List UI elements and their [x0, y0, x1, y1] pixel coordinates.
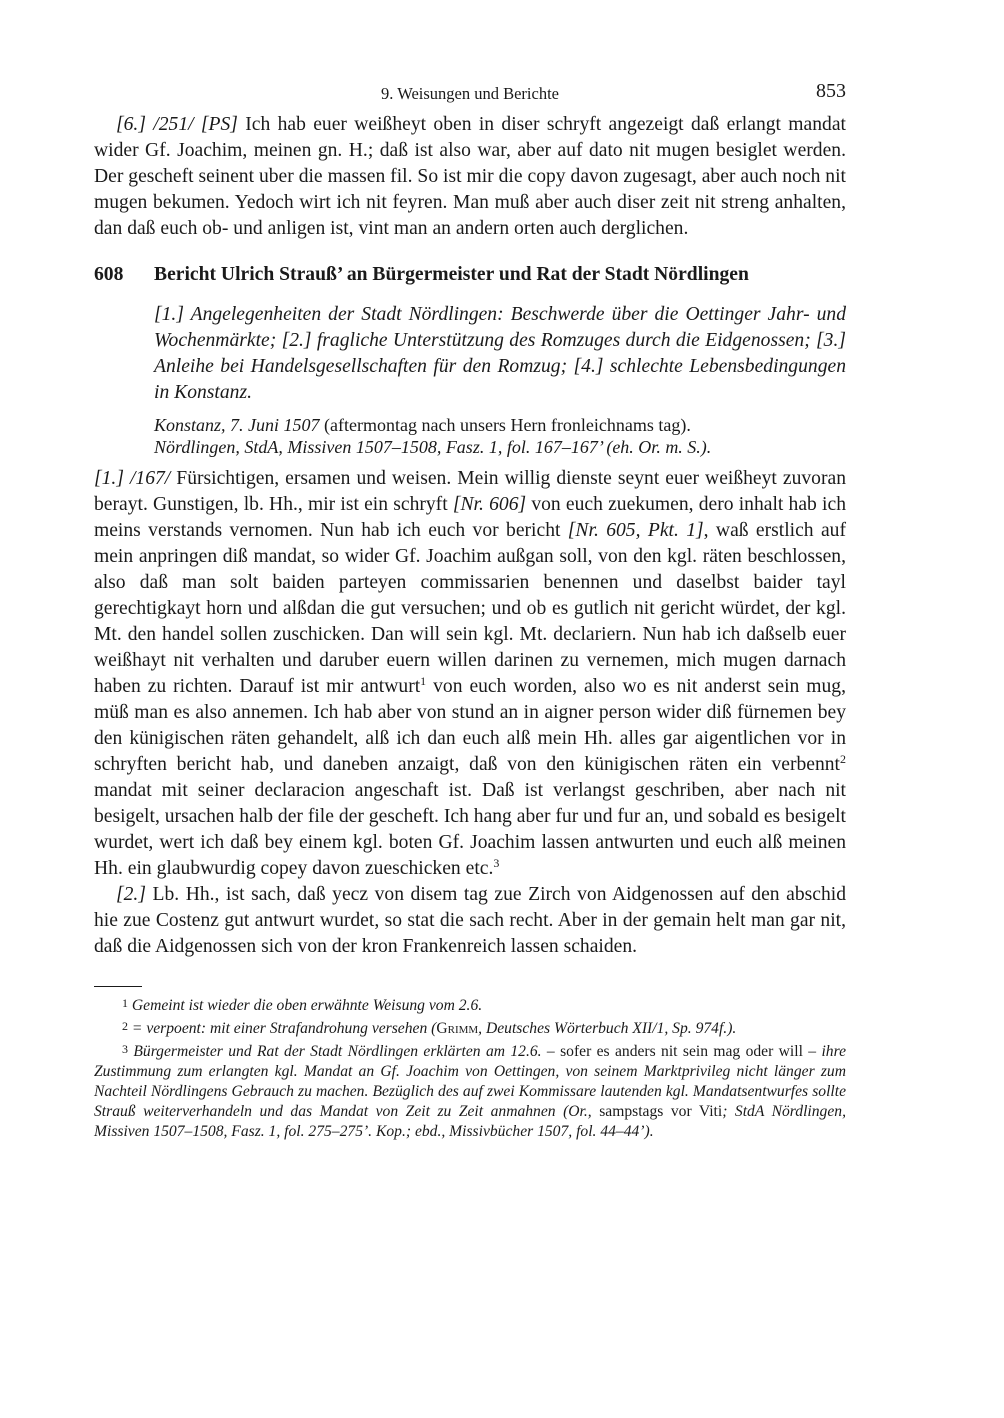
footnote-2 [94, 1016, 846, 1039]
paragraph-text: von euch zuekumen, dero inhalt hab ich meins verstands vernomen. Nun hab ich euch vor bericht [94, 494, 846, 541]
cross-reference: [Nr. 606] [452, 494, 527, 515]
footnote-ref[interactable]: 3 [493, 856, 500, 870]
footnote-3 [94, 1039, 846, 1142]
previous-document-postscript [94, 112, 846, 242]
page-number: 853 [816, 80, 846, 102]
running-head [94, 78, 846, 112]
footnote-number: 1 [122, 996, 128, 1010]
footnote-text: Gemeint ist wieder die oben erwähnte Weisung vom 2.6. [131, 997, 483, 1014]
running-title: 9. Weisungen und Berichte [381, 84, 559, 103]
archive-reference: Nördlingen, StdA, Missiven 1507–1508, Fasz. 1, fol. 167–167’ (eh. Or. m. S.). [154, 437, 712, 457]
footnote-text: = verpoent: mit einer Strafandrohung versehen ( [131, 1020, 437, 1037]
section-marker: [6.] /251/ [PS] [116, 114, 238, 135]
section-marker: [2.] [116, 884, 146, 905]
quoted-source-text: sampstags vor Viti [599, 1103, 723, 1120]
document-body [94, 466, 846, 960]
footnote-divider [94, 986, 142, 987]
footnote-ref[interactable]: 2 [840, 752, 846, 766]
footnote-ref[interactable]: 1 [420, 674, 427, 688]
body-paragraph-1 [94, 466, 846, 882]
cross-reference: [Nr. 605, Pkt. 1] [567, 520, 704, 541]
footnote-text: – ihre Zustimmung zum erlangten kgl. Mandat an Gf. Joachim von Oettingen, von seinem Marktprivileg nicht länger zum Nachteil Nördlingens Gebrauch zu machen. Bezüglich des auf zwei Kommissare lautenden kgl. Mandatsentwurfes sollte Strauß weiterverhandeln und das Mandat von Zeit zu Zeit anmahnen (Or., [94, 1043, 846, 1120]
quoted-source-text: sofer es anders nit sein mag oder will [560, 1043, 803, 1060]
paragraph-text: Fürsichtigen, ersamen und weisen. Mein willig dienste seynt euer weißheyt zuvoran berayt. Gunstigen, lb. Hh., mir ist ein schryft [94, 468, 846, 515]
body-paragraph-2 [94, 882, 846, 960]
paragraph-text: Lb. Hh., ist sach, daß yecz von disem tag zue Zirch von Aidgenossen auf den abschid hie zue Costenz gut antwurt wurdet, so stat die sach recht. Aber in der gemain helt man gar nit, daß die Aidgenossen sich von der kron Frankenreich lassen schaiden. [94, 884, 846, 957]
source-block [154, 414, 846, 458]
footnotes [94, 993, 846, 1142]
place-date: Konstanz, 7. Juni 1507 [154, 415, 320, 435]
paragraph-text: von euch worden, also wo es nit anderst sein mug, müß man es also annemen. Ich hab aber von stund an in aigner person wider diß fürnemen bey den künigischen räten gehandelt, alß ich dan euch alß mein Hh. alles gar aigentlichen vor in schryften bericht hab, und daneben anzaigt, daß von den künigischen räten ein verbennt [94, 676, 846, 775]
footnote-number: 3 [122, 1042, 128, 1056]
paragraph-text: mandat mit seiner declaracion angeschaft ist. Daß ist verlangst geschriben, aber nach nit besigelt, ursachen halb der file der gescheft. Ich hang aber fur und fur an, und sobald es besigelt wurdet, wert ich daß bey einem kgl. boten Gf. Joachim lassen antwurten und euch alß meinen Hh. ein glaubwurdig copey davon zueschicken etc. [94, 780, 846, 879]
paragraph-text: Ich hab euer weißheyt oben in diser schryft angezeigt daß erlangt mandat wider Gf. Joachim, meinen gn. H.; daß ist also war, aber auf dato nit mugen besiglet werden. Der gescheft seinent uber die massen fil. So ist mir die copy davon zugesagt, aber auch noch nit mugen bekumen. Yedoch wirt ich nit feyren. Man muß aber auch diser zeit nit streng anhalten, dan daß euch ob- und anligen ist, vint man an andern orten auch derglichen. [94, 114, 846, 239]
footnote-1 [94, 993, 846, 1016]
regest-summary: [1.] Angelegenheiten der Stadt Nördlingen: Beschwerde über die Oettinger Jahr- und Wochenmärkte; [2.] fragliche Unterstützung des Romzuges durch die Eidgenossen; [3.] Anleihe bei Handelsgesellschaften für den Romzug; [4.] schlechte Lebensbedingungen in Konstanz. [154, 304, 846, 403]
footnote-text: ; StdA Nördlingen, Missiven 1507–1508, Fasz. 1, fol. 275–275’. Kop.; ebd., Missivbücher 1507, fol. 44–44’). [94, 1103, 846, 1140]
place-date-line [154, 414, 846, 436]
document-page [94, 78, 846, 1142]
footnote-text: , Deutsches Wörterbuch XII/1, Sp. 974f.). [478, 1020, 737, 1037]
document-heading [94, 262, 846, 288]
document-number: 608 [94, 264, 124, 285]
paragraph-text: , waß erstlich auf mein anpringen diß mandat, so wider Gf. Joachim außgan soll, von den kgl. räten beschlossen, also daß man solt baiden parteyen commissarien benennen und daselbst baider tayl gerechtigkayt horn und alßdan die gut versuchen; und ob es gutlich nit gericht würdet, der kgl. Mt. den handel sollen zuschicken. Dan will sein kgl. Mt. declariern. Nun hab ich daßselb euer weißhayt nit verhalten und daruber euern willen darinen zu vernemen, mich mugen darnach haben zu richten. Darauf ist mir antwurt [94, 520, 846, 697]
author-name: Grimm [436, 1020, 479, 1037]
date-note: (aftermontag nach unsers Hern fronleichnams tag). [319, 415, 691, 435]
section-marker: [1.] /167/ [94, 468, 171, 489]
document-title: Bericht Ulrich Strauß’ an Bürgermeister und Rat der Stadt Nördlingen [154, 264, 749, 285]
footnote-text: Bürgermeister und Rat der Stadt Nördlingen erklärten am 12.6. – [133, 1043, 561, 1060]
footnote-number: 2 [122, 1019, 128, 1033]
